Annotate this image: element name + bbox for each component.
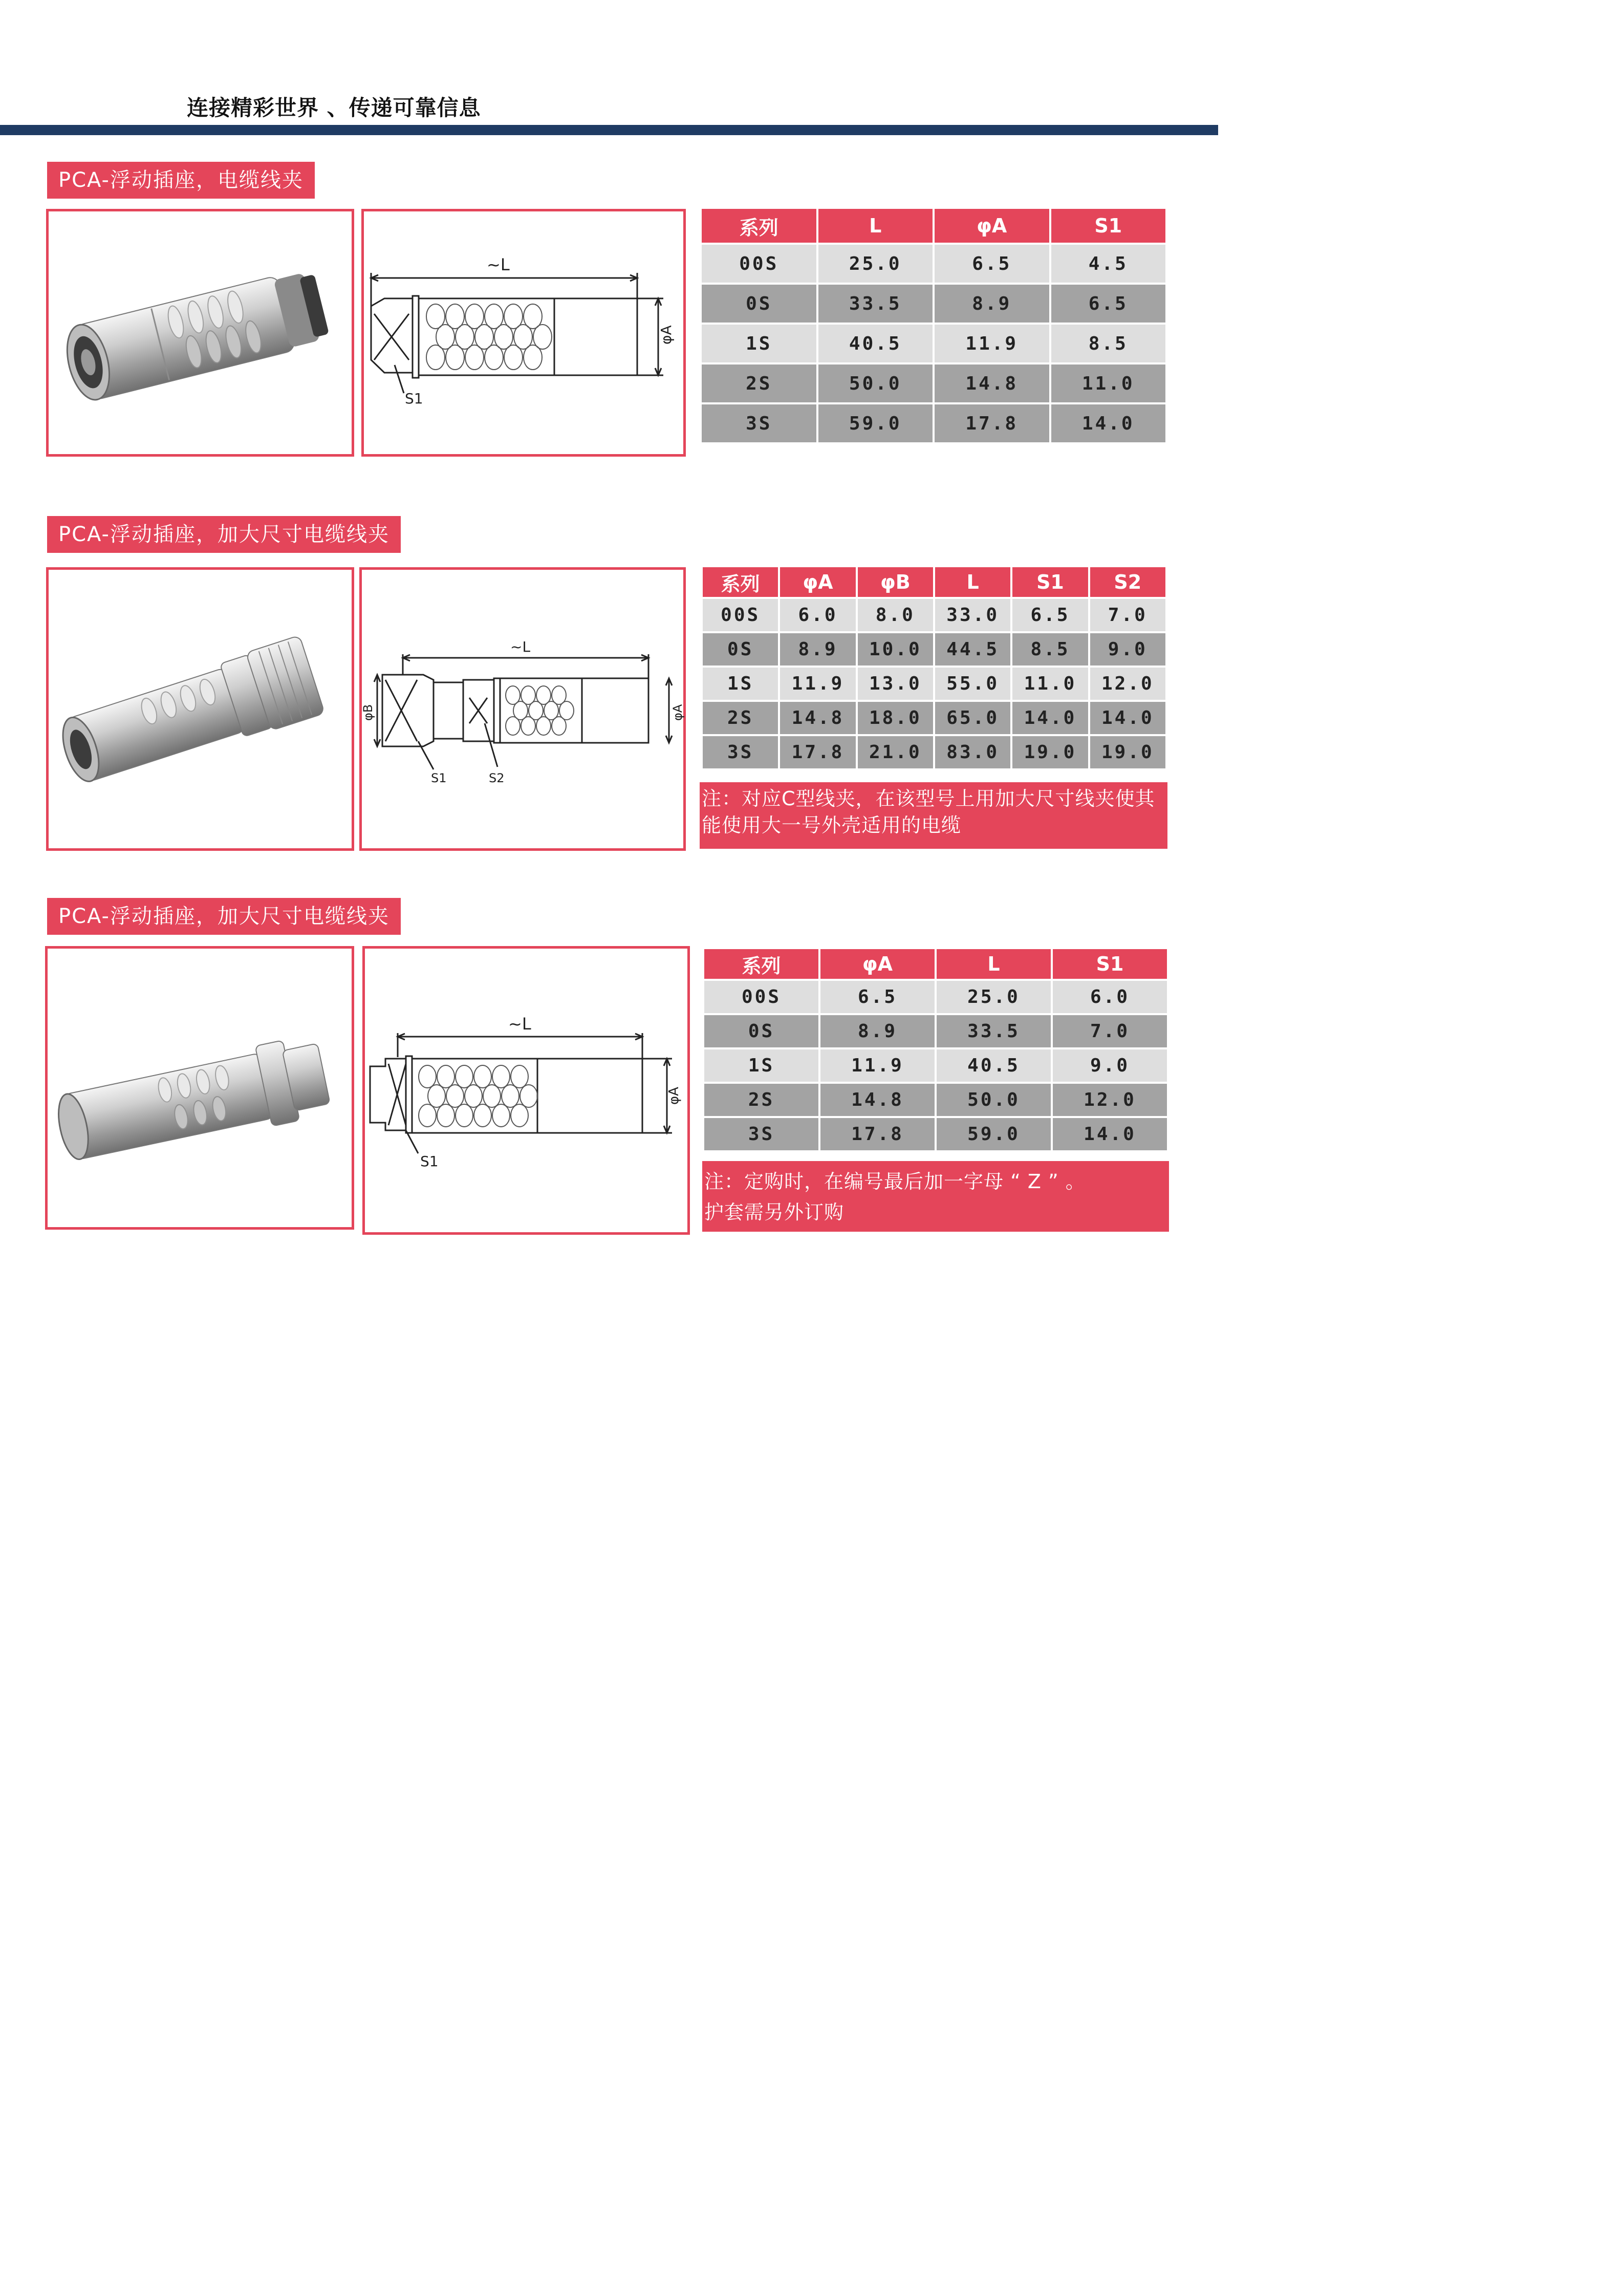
technical-drawing-1 bbox=[364, 211, 683, 454]
table-cell: 14.8 bbox=[935, 364, 1049, 402]
table-row bbox=[702, 245, 1165, 283]
table-cell: 12.0 bbox=[1090, 668, 1165, 700]
table-cell: 18.0 bbox=[858, 702, 933, 734]
table-row bbox=[703, 702, 1165, 734]
table-cell: 6.5 bbox=[820, 981, 935, 1013]
dimension-phi-a-label: φA bbox=[670, 704, 685, 721]
table-cell: 8.5 bbox=[1051, 325, 1166, 362]
table-header-row bbox=[702, 209, 1165, 243]
section-2-drawing bbox=[359, 567, 686, 851]
table-cell: 1S bbox=[703, 668, 778, 700]
table-row bbox=[703, 599, 1165, 631]
dimension-l-label: ~L bbox=[510, 638, 531, 655]
table-cell: 11.9 bbox=[820, 1049, 935, 1082]
column-header: 系列 bbox=[703, 567, 778, 597]
table-cell: 17.8 bbox=[935, 404, 1049, 442]
column-header: S2 bbox=[1090, 567, 1165, 597]
column-header: 系列 bbox=[704, 949, 818, 979]
table-cell: 21.0 bbox=[858, 736, 933, 768]
table-cell: 00S bbox=[703, 599, 778, 631]
connector-photo-3 bbox=[48, 949, 352, 1227]
table-cell: 1S bbox=[702, 325, 816, 362]
table-cell: 14.0 bbox=[1090, 702, 1165, 734]
header-slogan: 连接精彩世界 、传递可靠信息 bbox=[187, 95, 481, 120]
table-row bbox=[702, 325, 1165, 362]
table-cell: 40.5 bbox=[937, 1049, 1051, 1082]
table-row bbox=[702, 285, 1165, 323]
table-cell: 17.8 bbox=[780, 736, 855, 768]
table-cell: 11.0 bbox=[1051, 364, 1166, 402]
table-cell: 59.0 bbox=[937, 1118, 1051, 1150]
table-cell: 44.5 bbox=[935, 633, 1010, 666]
table-cell: 0S bbox=[704, 1015, 818, 1047]
column-header: S1 bbox=[1012, 567, 1088, 597]
column-header: L bbox=[935, 567, 1010, 597]
table-cell: 11.9 bbox=[780, 668, 855, 700]
table-cell: 4.5 bbox=[1051, 245, 1166, 283]
table-row bbox=[702, 364, 1165, 402]
table-cell: 50.0 bbox=[937, 1084, 1051, 1116]
table-cell: 6.0 bbox=[780, 599, 855, 631]
table-cell: 3S bbox=[704, 1118, 818, 1150]
table-cell: 8.9 bbox=[820, 1015, 935, 1047]
table-cell: 14.8 bbox=[820, 1084, 935, 1116]
column-header: S1 bbox=[1053, 949, 1167, 979]
section-1-drawing bbox=[361, 209, 686, 457]
table-cell: 8.9 bbox=[935, 285, 1049, 323]
section-3-photo bbox=[45, 946, 354, 1230]
dimension-s1-label: S1 bbox=[405, 390, 423, 407]
table-cell: 0S bbox=[702, 285, 816, 323]
table-cell: 8.9 bbox=[780, 633, 855, 666]
table-cell: 6.5 bbox=[1051, 285, 1166, 323]
connector-photo-2 bbox=[49, 570, 352, 848]
note-line-1: 注：定购时，在编号最后加一字母 “ Z ” 。 bbox=[704, 1170, 1086, 1193]
spec-table-3 bbox=[702, 947, 1169, 1152]
table-cell: 25.0 bbox=[937, 981, 1051, 1013]
header-divider bbox=[0, 125, 1218, 135]
table-cell: 83.0 bbox=[935, 736, 1010, 768]
table-row bbox=[704, 1118, 1167, 1150]
table-cell: 00S bbox=[704, 981, 818, 1013]
table-cell: 2S bbox=[703, 702, 778, 734]
table-cell: 19.0 bbox=[1012, 736, 1088, 768]
section-1-photo bbox=[46, 209, 354, 457]
table-cell: 7.0 bbox=[1090, 599, 1165, 631]
table-cell: 8.5 bbox=[1012, 633, 1088, 666]
dimension-l-label: ~L bbox=[508, 1014, 531, 1034]
technical-drawing-2 bbox=[362, 570, 683, 848]
note-line-2: 护套需另外订购 bbox=[704, 1201, 845, 1224]
table-cell: 10.0 bbox=[858, 633, 933, 666]
table-cell: 14.0 bbox=[1051, 404, 1166, 442]
table-cell: 13.0 bbox=[858, 668, 933, 700]
table-cell: 00S bbox=[702, 245, 816, 283]
table-cell: 14.0 bbox=[1053, 1118, 1167, 1150]
table-row bbox=[704, 981, 1167, 1013]
table-cell: 6.0 bbox=[1053, 981, 1167, 1013]
dimension-s2-label: S2 bbox=[489, 771, 505, 785]
table-cell: 9.0 bbox=[1090, 633, 1165, 666]
table-cell: 55.0 bbox=[935, 668, 1010, 700]
table-cell: 3S bbox=[702, 404, 816, 442]
table-cell: 11.0 bbox=[1012, 668, 1088, 700]
table-cell: 3S bbox=[703, 736, 778, 768]
section-3-title: PCA-浮动插座，加大尺寸电缆线夹 bbox=[47, 898, 401, 935]
section-2-photo bbox=[46, 567, 354, 851]
spec-table-1 bbox=[700, 207, 1167, 444]
table-cell: 0S bbox=[703, 633, 778, 666]
spec-table-2 bbox=[701, 565, 1167, 770]
dimension-phi-a-label: φA bbox=[666, 1087, 682, 1105]
section-3-drawing bbox=[362, 946, 690, 1235]
dimension-l-label: ~L bbox=[487, 255, 510, 274]
table-cell: 33.0 bbox=[935, 599, 1010, 631]
table-cell: 6.5 bbox=[935, 245, 1049, 283]
table-row bbox=[704, 1015, 1167, 1047]
table-cell: 6.5 bbox=[1012, 599, 1088, 631]
dimension-s1-label: S1 bbox=[420, 1153, 439, 1170]
column-header: S1 bbox=[1051, 209, 1166, 243]
technical-drawing-3 bbox=[365, 949, 687, 1232]
column-header: φA bbox=[820, 949, 935, 979]
table-cell: 2S bbox=[702, 364, 816, 402]
table-cell: 50.0 bbox=[818, 364, 933, 402]
table-cell: 12.0 bbox=[1053, 1084, 1167, 1116]
dimension-s1-label: S1 bbox=[431, 771, 447, 785]
table-cell: 14.0 bbox=[1012, 702, 1088, 734]
column-header: φB bbox=[858, 567, 933, 597]
table-cell: 1S bbox=[704, 1049, 818, 1082]
table-row bbox=[703, 736, 1165, 768]
table-cell: 25.0 bbox=[818, 245, 933, 283]
table-header-row bbox=[703, 567, 1165, 597]
table-row bbox=[702, 404, 1165, 442]
connector-photo-1 bbox=[49, 211, 352, 454]
dimension-phi-b-label: φB bbox=[361, 704, 375, 721]
section-2-note: 注：对应C型线夹，在该型号上用加大尺寸线夹使其能使用大一号外壳适用的电缆 bbox=[700, 782, 1167, 849]
table-cell: 8.0 bbox=[858, 599, 933, 631]
table-cell: 33.5 bbox=[818, 285, 933, 323]
table-row bbox=[704, 1049, 1167, 1082]
table-cell: 17.8 bbox=[820, 1118, 935, 1150]
table-cell: 33.5 bbox=[937, 1015, 1051, 1047]
table-cell: 7.0 bbox=[1053, 1015, 1167, 1047]
table-row bbox=[703, 633, 1165, 666]
table-row bbox=[703, 668, 1165, 700]
column-header: φA bbox=[780, 567, 855, 597]
table-cell: 9.0 bbox=[1053, 1049, 1167, 1082]
column-header: 系列 bbox=[702, 209, 816, 243]
section-3-note bbox=[702, 1161, 1169, 1232]
table-cell: 59.0 bbox=[818, 404, 933, 442]
column-header: L bbox=[937, 949, 1051, 979]
table-cell: 14.8 bbox=[780, 702, 855, 734]
table-cell: 2S bbox=[704, 1084, 818, 1116]
section-2-title: PCA-浮动插座，加大尺寸电缆线夹 bbox=[47, 516, 401, 553]
column-header: φA bbox=[935, 209, 1049, 243]
section-1-title: PCA-浮动插座，电缆线夹 bbox=[47, 162, 315, 199]
table-cell: 40.5 bbox=[818, 325, 933, 362]
table-cell: 65.0 bbox=[935, 702, 1010, 734]
table-header-row bbox=[704, 949, 1167, 979]
column-header: L bbox=[818, 209, 933, 243]
table-row bbox=[704, 1084, 1167, 1116]
dimension-phi-a-label: φA bbox=[658, 325, 675, 345]
table-cell: 11.9 bbox=[935, 325, 1049, 362]
table-cell: 19.0 bbox=[1090, 736, 1165, 768]
